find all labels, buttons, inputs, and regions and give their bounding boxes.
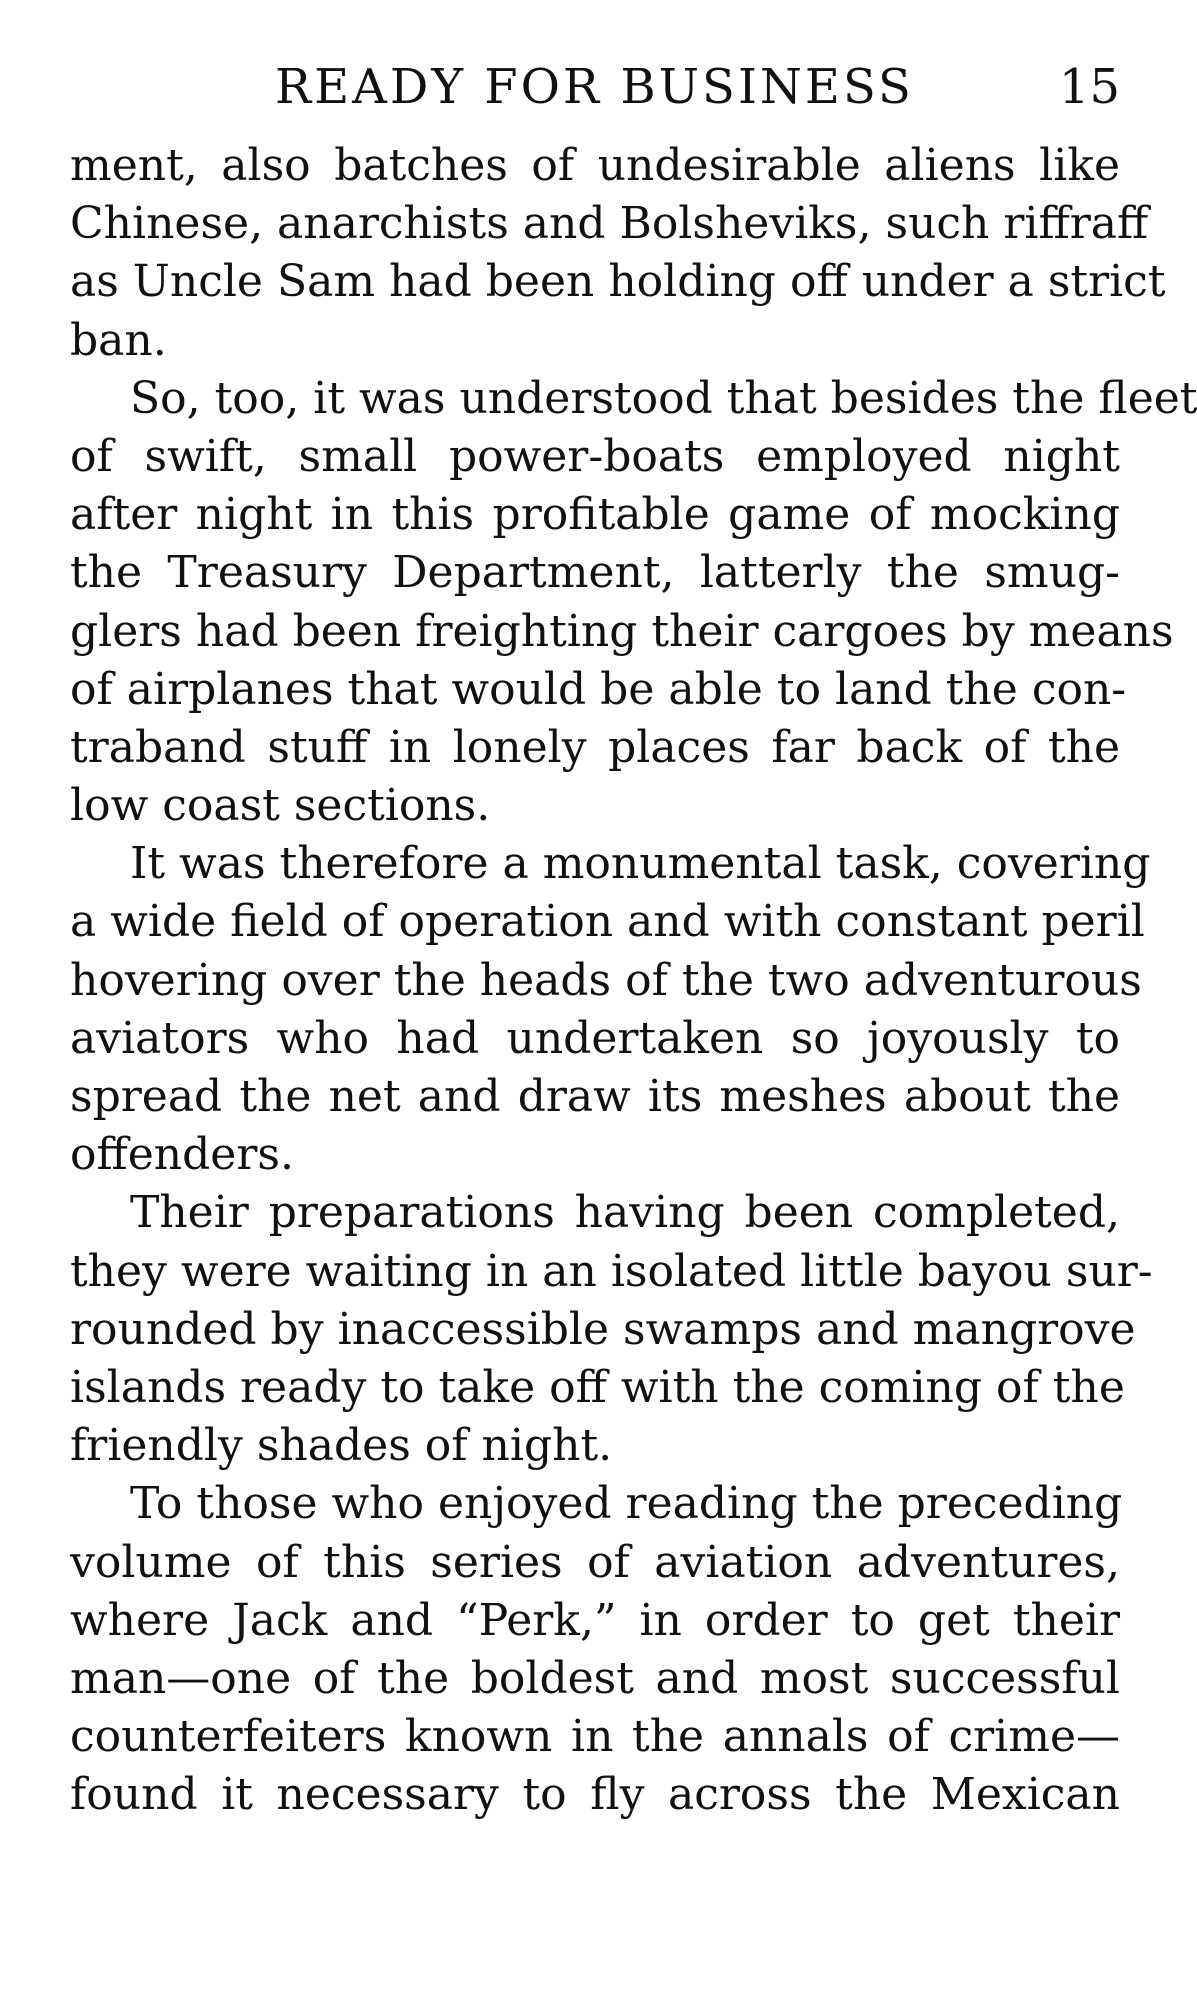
text-line: ment, also batches of undesirable aliens like <box>70 140 1120 191</box>
text-line: spread the net and draw its meshes about the <box>70 1071 1120 1122</box>
text-line: traband stuff in lonely places far back of the <box>70 721 1120 773</box>
running-head: READY FOR BUSINESS <box>275 59 914 115</box>
text-line: after night in this profitable game of mocking <box>70 489 1120 541</box>
text-line: It was therefore a monumental task, covering <box>130 838 1151 890</box>
body-text <box>70 137 1197 1824</box>
text-line: a wide field of operation and with constant peril <box>70 896 1145 948</box>
text-line: as Uncle Sam had been holding off under a strict <box>70 256 1166 308</box>
text-line: ban. <box>70 314 167 366</box>
text-line: Their preparations having been completed, <box>130 1187 1120 1239</box>
text-line: offenders. <box>70 1129 294 1181</box>
text-line: low coast sections. <box>70 780 491 832</box>
text-line: volume of this series of aviation adventures, <box>70 1536 1120 1588</box>
text-line: Chinese, anarchists and Bolsheviks, such riffraff <box>70 198 1149 250</box>
text-line: friendly shades of night. <box>70 1420 613 1472</box>
text-line: To those who enjoyed reading the preceding <box>130 1478 1123 1530</box>
text-line: of swift, small power-boats employed night <box>70 430 1120 482</box>
text-line: counterfeiters known in the annals of crime— <box>70 1711 1120 1763</box>
text-line: of airplanes that would be able to land the con- <box>70 663 1127 715</box>
text-line: glers had been freighting their cargoes by means <box>70 605 1174 657</box>
page-number: 15 <box>1058 59 1120 115</box>
text-line: aviators who had undertaken so joyously to <box>70 1012 1120 1064</box>
text-line: the Treasury Department, latterly the smug- <box>70 547 1120 599</box>
text-line: they were waiting in an isolated little bayou sur- <box>70 1245 1153 1297</box>
page-header <box>70 52 1120 122</box>
text-line: So, too, it was understood that besides the fleet <box>130 372 1197 424</box>
text-line: islands ready to take off with the coming of the <box>70 1361 1125 1413</box>
text-line: hovering over the heads of the two adventurous <box>70 954 1142 1006</box>
text-line: rounded by inaccessible swamps and mangrove <box>70 1303 1136 1355</box>
text-line: where Jack and “Perk,” in order to get their <box>70 1594 1120 1646</box>
text-line: man—one of the boldest and most successful <box>70 1652 1120 1704</box>
text-line: found it necessary to fly across the Mexican <box>70 1769 1120 1821</box>
